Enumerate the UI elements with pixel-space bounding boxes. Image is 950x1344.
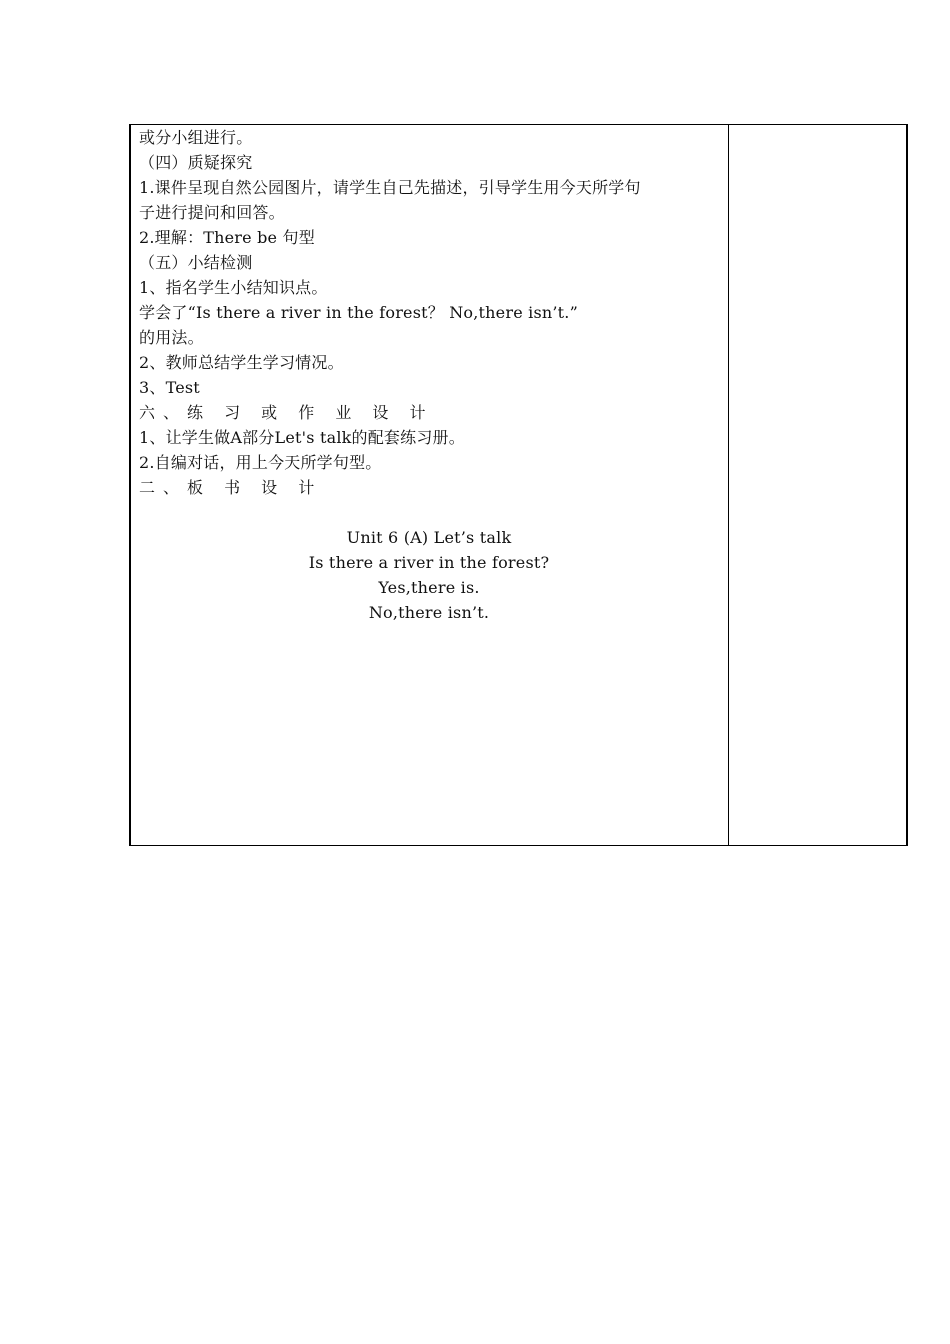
homework-item: 2.自编对话，用上今天所学句型。 [139,453,382,472]
blank-line [139,500,728,525]
text-line: 1.课件呈现自然公园图片，请学生自己先描述，引导学生用今天所学句 [139,178,641,197]
section-heading-six: 六、练 习 或 作 业 设 计 [139,403,434,422]
text-line: 学会了“Is there a river in the forest？ No,there isn’t.” [139,303,578,322]
text-line: 2、教师总结学生学习情况。 [139,353,344,372]
section-heading-two: 二、板 书 设 计 [139,478,323,497]
homework-item: 1、让学生做A部分Let's talk的配套练习册。 [139,428,465,447]
board-answer-yes: Yes,there is. [378,578,480,597]
blackboard-design [139,525,719,625]
notes-cell [729,125,906,845]
section-heading-four: （四）质疑探究 [139,153,253,172]
section-heading-five: （五）小结检测 [139,253,253,272]
text-line: 1、指名学生小结知识点。 [139,278,328,297]
text-line: 或分小组进行。 [139,128,253,147]
text-line: 子进行提问和回答。 [139,203,285,222]
lesson-plan-table [129,124,908,846]
text-line: 2.理解：There be 句型 [139,228,315,247]
lesson-text [139,125,728,525]
text-line: 3、Test [139,378,200,397]
board-question: Is there a river in the forest? [308,553,550,572]
board-answer-no: No,there isn’t. [368,603,490,622]
board-title: Unit 6 (A) Let’s talk [346,528,512,547]
text-line: 的用法。 [139,328,204,347]
content-cell [131,125,729,845]
